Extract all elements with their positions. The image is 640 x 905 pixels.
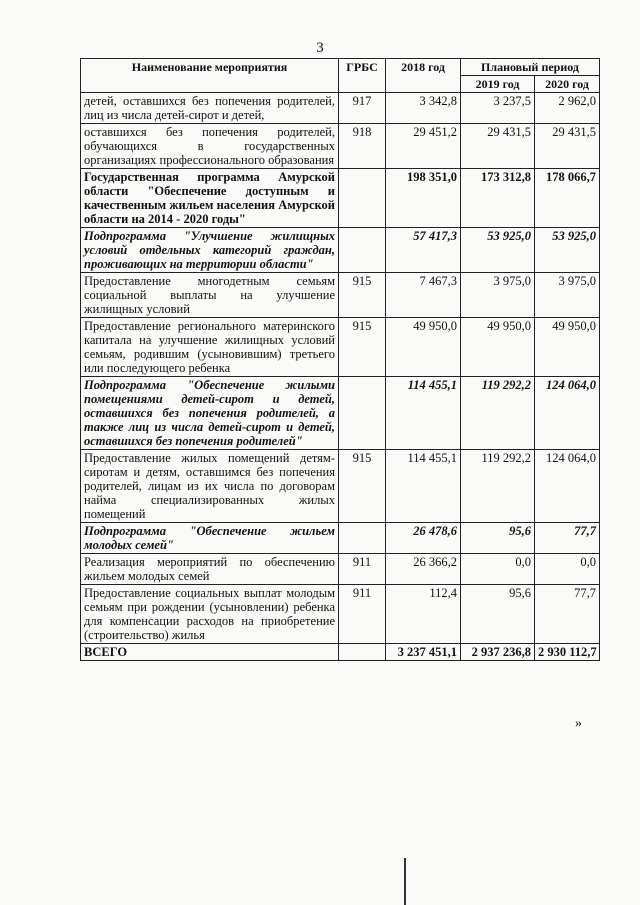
header-grbs: ГРБС [339, 59, 386, 93]
row-grbs [339, 523, 386, 554]
row-grbs: 917 [339, 93, 386, 124]
table-row-program [81, 169, 600, 228]
row-2019: 3 975,0 [461, 273, 535, 318]
table-row [81, 585, 600, 644]
table-row [81, 554, 600, 585]
row-2020: 124 064,0 [535, 377, 600, 450]
row-2020: 0,0 [535, 554, 600, 585]
page-number: 3 [316, 40, 324, 56]
row-2020: 178 066,7 [535, 169, 600, 228]
row-2018: 198 351,0 [386, 169, 461, 228]
row-2020: 49 950,0 [535, 318, 600, 377]
table-row-subprogram [81, 228, 600, 273]
table-row [81, 450, 600, 523]
table-row [81, 273, 600, 318]
row-2019: 0,0 [461, 554, 535, 585]
table-header-row [81, 59, 600, 76]
table-row-subprogram [81, 377, 600, 450]
row-grbs [339, 377, 386, 450]
row-name: ВСЕГО [81, 644, 339, 661]
row-2019: 119 292,2 [461, 450, 535, 523]
header-2018: 2018 год [386, 59, 461, 93]
header-planned-period: Плановый период [461, 59, 600, 76]
table-row [81, 124, 600, 169]
row-2018: 57 417,3 [386, 228, 461, 273]
row-name: Подпрограмма "Обеспечение жилыми помещениями детей-сирот и детей, оставшихся без попечения родителей, а также лиц из числа детей-сирот и детей, оставшихся без попечения родителей" [81, 377, 339, 450]
closing-quote: » [575, 716, 582, 731]
table-row-total [81, 644, 600, 661]
row-grbs: 911 [339, 554, 386, 585]
row-name: Реализация мероприятий по обеспечению жильем молодых семей [81, 554, 339, 585]
fold-line [404, 858, 406, 905]
row-2018: 29 451,2 [386, 124, 461, 169]
header-2020: 2020 год [535, 76, 600, 93]
row-name: Подпрограмма "Обеспечение жильем молодых семей" [81, 523, 339, 554]
row-2018: 26 478,6 [386, 523, 461, 554]
row-2018: 49 950,0 [386, 318, 461, 377]
row-2020: 3 975,0 [535, 273, 600, 318]
row-2019: 49 950,0 [461, 318, 535, 377]
row-2020: 2 930 112,7 [535, 644, 600, 661]
row-grbs [339, 644, 386, 661]
row-name: Предоставление многодетным семьям социальной выплаты на улучшение жилищных условий [81, 273, 339, 318]
table-row-subprogram [81, 523, 600, 554]
row-2019: 95,6 [461, 523, 535, 554]
row-2020: 53 925,0 [535, 228, 600, 273]
table-row [81, 93, 600, 124]
header-2019: 2019 год [461, 76, 535, 93]
row-name: оставшихся без попечения родителей, обучающихся в государственных организациях профессионального образования [81, 124, 339, 169]
budget-table [80, 58, 600, 661]
row-grbs: 918 [339, 124, 386, 169]
row-2018: 26 366,2 [386, 554, 461, 585]
row-2019: 3 237,5 [461, 93, 535, 124]
row-name: детей, оставшихся без попечения родителей, лиц из числа детей-сирот и детей, [81, 93, 339, 124]
header-name: Наименование мероприятия [81, 59, 339, 93]
row-2018: 114 455,1 [386, 450, 461, 523]
row-grbs: 915 [339, 273, 386, 318]
row-2020: 2 962,0 [535, 93, 600, 124]
row-name: Предоставление регионального материнского капитала на улучшение жилищных условий семьям, родившим (усыновившим) третьего или последующего ребенка [81, 318, 339, 377]
row-2020: 124 064,0 [535, 450, 600, 523]
row-2020: 77,7 [535, 523, 600, 554]
row-2018: 3 342,8 [386, 93, 461, 124]
row-2018: 114 455,1 [386, 377, 461, 450]
table-row [81, 318, 600, 377]
row-grbs [339, 228, 386, 273]
row-name: Государственная программа Амурской области "Обеспечение доступным и качественным жильем населения Амурской области на 2014 - 2020 годы" [81, 169, 339, 228]
row-2018: 7 467,3 [386, 273, 461, 318]
row-2018: 112,4 [386, 585, 461, 644]
row-2019: 173 312,8 [461, 169, 535, 228]
row-2019: 119 292,2 [461, 377, 535, 450]
row-name: Предоставление жилых помещений детям-сиротам и детям, оставшимся без попечения родителей, лицам из их числа по договорам найма специализированных жилых помещений [81, 450, 339, 523]
row-2020: 29 431,5 [535, 124, 600, 169]
row-grbs [339, 169, 386, 228]
row-2019: 29 431,5 [461, 124, 535, 169]
row-2018: 3 237 451,1 [386, 644, 461, 661]
row-2019: 95,6 [461, 585, 535, 644]
row-name: Предоставление социальных выплат молодым семьям при рождении (усыновлении) ребенка для компенсации расходов на приобретение (строительство) жилья [81, 585, 339, 644]
row-grbs: 915 [339, 318, 386, 377]
row-grbs: 911 [339, 585, 386, 644]
row-2020: 77,7 [535, 585, 600, 644]
row-2019: 53 925,0 [461, 228, 535, 273]
row-2019: 2 937 236,8 [461, 644, 535, 661]
row-name: Подпрограмма "Улучшение жилищных условий отдельных категорий граждан, проживающих на территории области" [81, 228, 339, 273]
row-grbs: 915 [339, 450, 386, 523]
